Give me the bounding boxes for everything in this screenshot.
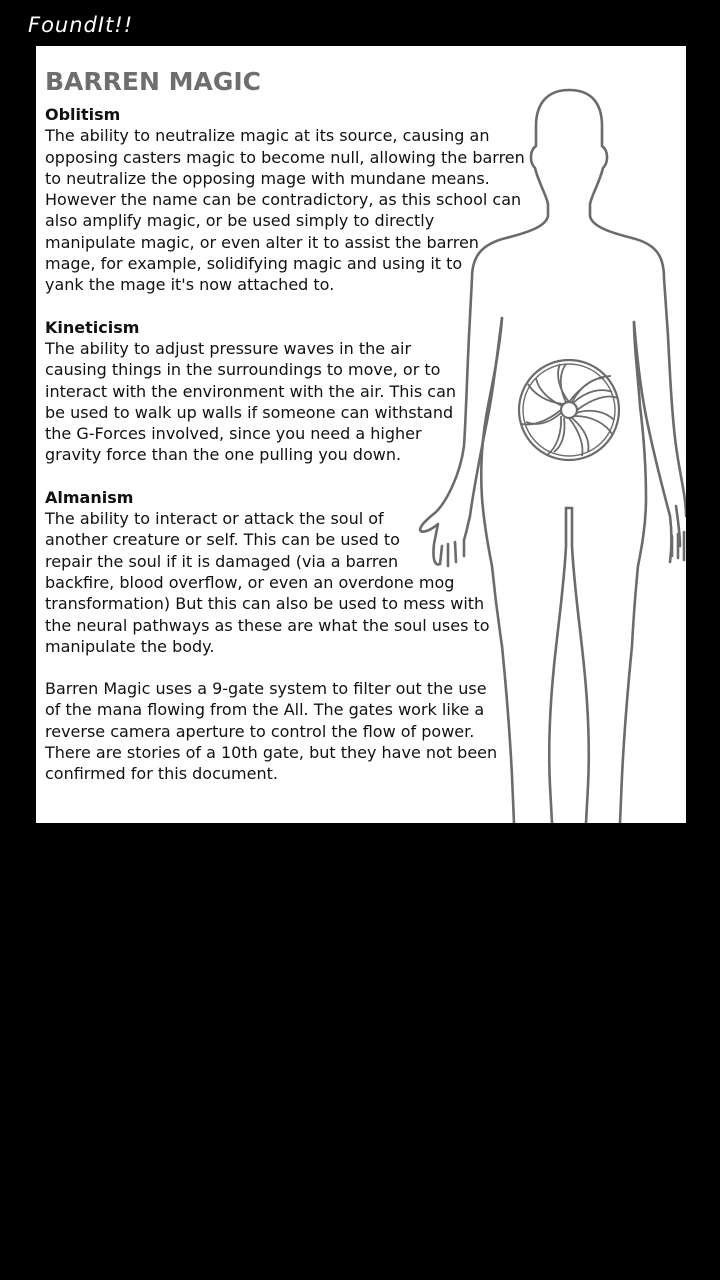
section-heading: Oblitism — [45, 105, 121, 124]
section-heading: Kineticism — [45, 317, 140, 337]
closing-paragraph: Barren Magic uses a 9-gate system to filter out the use of the mana flowing from the All. The gates work like a reverse camera aperture to control the flow of power. There are stories of a 10th gate, but they have not been confirmed for this document. — [45, 679, 498, 784]
watermark-logo: FoundIt!! — [28, 13, 134, 37]
section-kineticism — [45, 317, 535, 466]
document-text — [45, 64, 535, 785]
section-body: The ability to adjust pressure waves in the air causing things in the surroundings to move, or to interact with the environment with the air. This can be used to walk up walls if someone can withstand the G-Forces involved, since you need a higher gravity force than the one pulling you down. — [45, 338, 457, 465]
section-body: The ability to interact or attack the soul of another creature or self. This can be used to repair the soul if it is damaged (via a barren backfire, blood overflow, or even an overdone mog transformation) But this can also be used to mess with the neural pathways as these are what the soul uses to manipulate the body. — [45, 509, 490, 656]
section-body: The ability to neutralize magic at its source, causing an opposing casters magic to become null, allowing the barren to neutralize the opposing mage with mundane means. However the name can be contradictory, as this school can also amplify magic, or be used simply to directly manipulate magic, or even alter it to assist the barren mage, for example, solidifying magic and using it to yank the mage it's now attached to. — [45, 126, 525, 295]
document-page — [36, 46, 686, 823]
section-heading: Almanism — [45, 487, 134, 507]
section-almanism — [45, 487, 535, 657]
section-oblitism — [45, 104, 535, 296]
page-title: BARREN MAGIC — [45, 67, 262, 96]
